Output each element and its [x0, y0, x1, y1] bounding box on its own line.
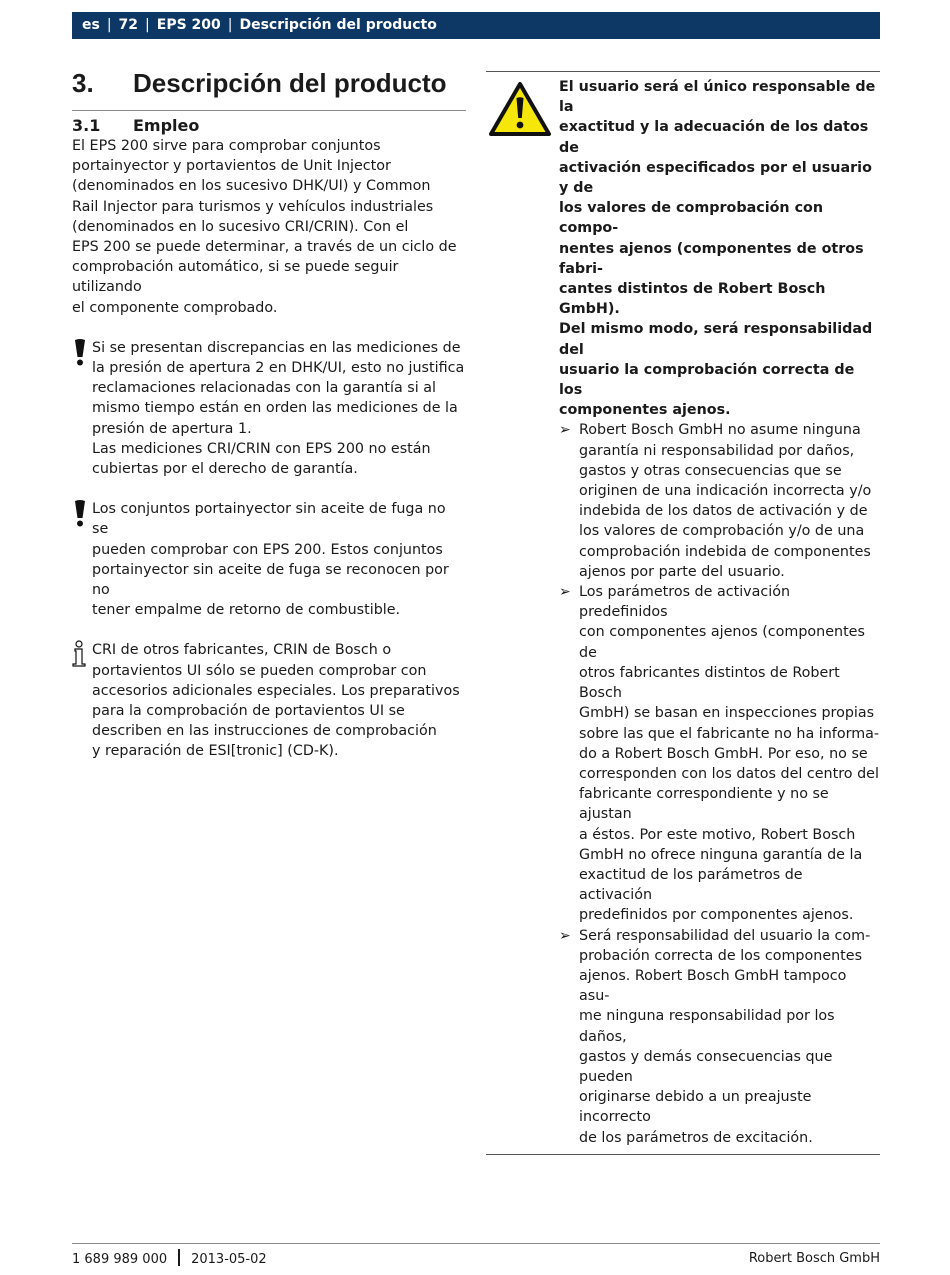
body-line: El EPS 200 sirve para comprobar conjuntos — [72, 138, 381, 154]
bullet-line: sobre las que el fabricante no ha informa- — [579, 725, 880, 742]
warning-line: Del mismo modo, será responsabilidad del — [559, 321, 873, 358]
note-line: para la comprobación de portavientos UI se — [92, 703, 405, 720]
bullet-line: con componentes ajenos (componentes de — [579, 624, 865, 661]
bullet-line: ajenos. Robert Bosch GmbH tampoco asu- — [579, 967, 847, 1005]
footer-date: 2013-05-02 — [191, 1252, 267, 1267]
warning-bullet-list — [559, 420, 880, 1147]
exclamation-icon — [72, 338, 88, 368]
chapter-number: 3. — [72, 68, 94, 98]
note-block — [72, 338, 466, 479]
page-header-bar — [72, 12, 880, 39]
note-line: cubiertas por el derecho de garantía. — [92, 461, 358, 478]
warning-line: los valores de comprobación con compo- — [559, 200, 824, 237]
bullet-line: ajenos por parte del usuario. — [579, 563, 785, 580]
header-separator: | — [106, 17, 112, 33]
bullet-line: gastos y otras consecuencias que se — [579, 462, 842, 479]
bullet-line: originarse debido a un preajuste incorrecto — [579, 1089, 812, 1126]
section-title-text: Empleo — [133, 116, 200, 135]
bullet-line: comprobación indebida de componentes — [579, 543, 871, 560]
bullet-line: de los parámetros de excitación. — [579, 1129, 813, 1146]
note-line: Los conjuntos portainyector sin aceite de fuga no se — [92, 501, 446, 538]
bullet-line: exactitud de los parámetros de activación — [579, 866, 803, 904]
note-line: mismo tiempo están en orden las mediciones de la — [92, 400, 458, 417]
section-title — [72, 116, 466, 136]
arrow-bullet-icon: ➢ — [559, 927, 571, 944]
note-block — [72, 640, 466, 761]
chapter-title-text: Descripción del producto — [133, 68, 447, 98]
body-line: Rail Injector para turismos y vehículos industriales — [72, 198, 434, 215]
header-separator: | — [227, 17, 233, 33]
bullet-line: do a Robert Bosch GmbH. Por eso, no se — [579, 745, 868, 762]
note-line: Las mediciones CRI/CRIN con EPS 200 no están — [92, 440, 431, 457]
note-block — [72, 499, 466, 620]
bullet-line: Los parámetros de activación predefinidos — [579, 584, 791, 621]
section-body — [72, 136, 466, 318]
right-column — [486, 71, 880, 1155]
exclamation-icon — [72, 499, 88, 529]
warning-triangle-icon — [488, 81, 552, 137]
header-page-number: 72 — [118, 17, 139, 33]
note-line: portavientos UI sólo se pueden comprobar con — [92, 662, 427, 679]
warning-line: cantes distintos de Robert Bosch GmbH). — [559, 281, 826, 318]
bullet-line: los valores de comprobación y/o de una — [579, 523, 865, 540]
note-line: y reparación de ESI[tronic] (CD-K). — [92, 743, 339, 760]
bullet-line: predefinidos por componentes ajenos. — [579, 907, 854, 924]
note-line: la presión de apertura 2 en DHK/UI, esto no justifica — [92, 360, 465, 377]
header-product: EPS 200 — [156, 17, 221, 33]
bullet-line: a éstos. Por este motivo, Robert Bosch — [579, 826, 856, 843]
warning-box — [486, 71, 880, 1155]
page-footer — [72, 1249, 880, 1269]
bullet-line: indebida de los datos de activación y de — [579, 503, 868, 520]
header-language: es — [82, 17, 100, 33]
body-line: portainyector y portavientos de Unit Injector — [72, 158, 391, 175]
bullet-line: fabricante correspondiente y no se ajustan — [579, 786, 829, 823]
bullet-line: gastos y demás consecuencias que pueden — [579, 1048, 833, 1085]
bullet-line: originen de una indicación incorrecta y/o — [579, 483, 872, 500]
note-line: accesorios adicionales especiales. Los preparativos — [92, 682, 460, 699]
warning-line: El usuario será el único responsable de la — [559, 79, 876, 116]
footer-left — [72, 1249, 267, 1270]
footer-divider-line — [72, 1243, 880, 1244]
list-item — [559, 582, 880, 925]
warning-line: nentes ajenos (componentes de otros fabri- — [559, 240, 864, 277]
arrow-bullet-icon: ➢ — [559, 422, 571, 439]
footer-company: Robert Bosch GmbH — [748, 1251, 880, 1266]
list-item — [559, 926, 880, 1148]
warning-content — [559, 77, 880, 1148]
warning-line: exactitud y la adecuación de los datos de — [559, 119, 869, 156]
note-line: CRI de otros fabricantes, CRIN de Bosch o — [92, 642, 392, 659]
note-text — [92, 499, 466, 620]
bullet-line: corresponden con los datos del centro del — [579, 765, 879, 782]
body-line: (denominados en lo sucesivo CRI/CRIN). Con el — [72, 218, 409, 235]
note-line: pueden comprobar con EPS 200. Estos conjuntos — [92, 541, 443, 558]
warning-lead-text — [559, 77, 880, 420]
chapter-title — [72, 66, 466, 111]
header-separator: | — [145, 17, 150, 33]
bullet-line: probación correcta de los componentes — [579, 947, 863, 964]
note-line: portainyector sin aceite de fuga se reconocen por no — [92, 561, 449, 599]
bullet-line: me ninguna responsabilidad por los daños, — [579, 1008, 835, 1045]
bullet-line: Robert Bosch GmbH no asume ninguna — [579, 422, 861, 439]
bullet-line: GmbH) se basan en inspecciones propias — [579, 705, 875, 722]
body-line: (denominados en los sucesivo DHK/UI) y Common — [72, 178, 431, 195]
body-line: el componente comprobado. — [72, 299, 278, 316]
footer-separator — [178, 1249, 180, 1266]
left-column — [72, 66, 466, 762]
bullet-line: GmbH no ofrece ninguna garantía de la — [579, 846, 863, 863]
bullet-line: Será responsabilidad del usuario la com- — [579, 927, 871, 944]
section-number: 3.1 — [72, 116, 101, 135]
info-icon — [72, 640, 88, 670]
note-text — [92, 338, 466, 479]
note-text — [92, 640, 466, 761]
bullet-line: otros fabricantes distintos de Robert Bosch — [579, 664, 840, 702]
warning-line: activación especificados por el usuario y de — [559, 159, 872, 197]
note-line: tener empalme de retorno de combustible. — [92, 602, 401, 619]
note-line: reclamaciones relacionadas con la garantía si al — [92, 380, 437, 397]
header-section: Descripción del producto — [239, 17, 437, 33]
note-line: Si se presentan discrepancias en las mediciones de — [92, 339, 461, 356]
note-line: describen en las instrucciones de comprobación — [92, 723, 437, 740]
body-line: EPS 200 se puede determinar, a través de un ciclo de — [72, 239, 457, 256]
list-item — [559, 420, 880, 582]
bullet-line: garantía ni responsabilidad por daños, — [579, 442, 855, 459]
arrow-bullet-icon: ➢ — [559, 584, 571, 601]
body-line: comprobación automático, si se puede seguir utilizando — [72, 259, 399, 296]
footer-doc-number: 1 689 989 000 — [72, 1252, 168, 1267]
warning-line: usuario la comprobación correcta de los — [559, 361, 855, 399]
warning-line: componentes ajenos. — [559, 402, 731, 419]
note-line: presión de apertura 1. — [92, 420, 252, 437]
